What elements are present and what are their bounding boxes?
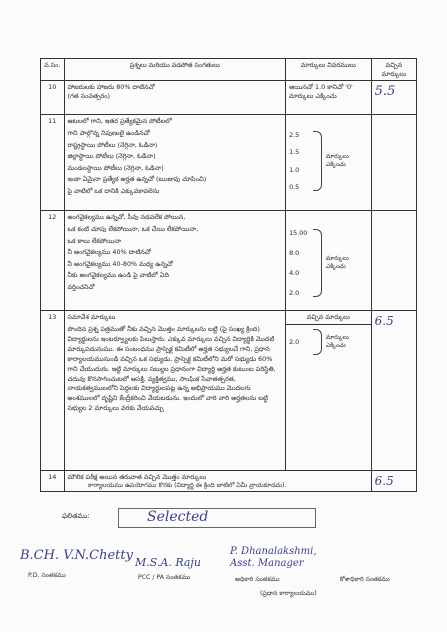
table-row: [41, 211, 417, 311]
brace: [313, 131, 321, 191]
row-line: వర్తించనిచో: [67, 283, 95, 292]
row-line: ఒక కాలు లేకపోయినా: [67, 236, 122, 245]
row-line: హాజరులకు హాజరు 80% దాటినచో: [67, 83, 155, 92]
mark-value: 2.0: [289, 337, 300, 346]
marks-label: మార్కులు ఎక్కించు: [325, 255, 349, 271]
col-marks-detail-header: మార్కులు వివరములు: [286, 59, 372, 81]
brace: [313, 229, 321, 297]
awarded-value: 5.5: [374, 84, 396, 100]
row-items: మౌలిక పరీక్ష అయిన తరువాత వచ్చిన మొత్తం మార్కులు: [64, 471, 371, 492]
awarded-value: 6.5: [374, 314, 394, 329]
row-paragraph: పొందిన ప్రశ్న పత్రముతో నీకు వచ్చిన మొత్తం మార్కులను బట్టి (పై సంఖ్య క్రింద) విద్యార్థులను ఇంటర్వ్యూలకు పిలుస్తారు. ఎక్కువ మార్కులు వచ్చిన విద్యార్థికి మొదటి మార్కుపడునుము. ఈ సంబంధము ప్రాస్పెక్ట కమిటీలో అర్హత సభ్యులచే గాని, ప్రధాన కార్యాలయమునుండి వచ్చిన ఒక సభ్యుడు, ప్రాస్పెక్ట కమిటీలోని మరో సభ్యుడు 60% గాని చేయుదురు. ఇట్టి మార్కులు సబ్యుల ప్రధానంగా విద్యార్థి అర్హత కుటుంబ పరిస్థితి, చదువు కొనసాగించుటలో ఆసక్తి, వ్యక్తిత్వము, సాంఘిక సేవాతత్పరత, నాయకత్వములలోని పెద్దలకు విద్యార్థులపట్ల ఉన్న అభిప్రాయము మొదలగు అంశములలో దృష్టిని కేంద్రీకరించి వేయబడును. ఇందులో వారి వారి అర్హతలను బట్టి సభ్యుల 2 మార్కులు వరకు వేయవచ్చు: [67, 324, 276, 413]
col-no-header: వ.సం.: [41, 59, 65, 81]
row-number: 10: [41, 81, 65, 115]
awarded-marks: [371, 211, 416, 311]
row-line: ఆటలలో గాని, ఇతర ప్రత్యేకమైన పోటీలలో: [67, 117, 172, 126]
row-marks-detail: [286, 311, 372, 471]
row-marks-detail: [286, 211, 372, 311]
signature-pcc: M.S.A. Raju: [135, 556, 201, 569]
signature-role: అధికారి సంతకము: [235, 576, 280, 583]
awarded-marks: [371, 311, 416, 471]
row-line: నీ అంగవైకల్యము 40-80% మధ్య ఉన్నచో: [67, 259, 173, 268]
result-field: [118, 508, 316, 528]
mark-value: 4.0: [289, 268, 300, 277]
row-line: నీ అంగవైకల్యము 40% దాటినచో: [67, 248, 151, 257]
row-marks-detail: అయినచో 1.0 కానిచో '0' మార్కులు ఎక్కించు: [286, 81, 372, 115]
row-marks-detail: [286, 115, 372, 211]
footer-note: (ప్రధాన కార్యాలయము): [260, 590, 317, 597]
brace: [313, 329, 321, 355]
row-line: (గత సంవత్సరం): [67, 91, 110, 100]
mark-value: 15.00: [289, 229, 308, 238]
mark-value: 2.0: [289, 288, 300, 297]
row-line: అంగవైకల్యము ఉన్నచో, సీవు నడవలేక పోయిన,: [67, 213, 186, 222]
row-line: నీకు అంగవైకల్యము ఉండి పై వాటిలో ఏది: [67, 271, 169, 280]
awarded-marks: [371, 81, 416, 115]
table-row: [41, 115, 417, 211]
signature-pd: B.CH. V.N.Chetty: [20, 548, 133, 563]
mark-value: 8.0: [289, 249, 300, 258]
awarded-marks: [371, 471, 416, 492]
table-row: [41, 311, 417, 471]
table-row: [41, 81, 417, 115]
row-line: పై వాటిలో ఒక దానికి ఎక్కువకావలెను: [67, 187, 160, 196]
row-title: సమావేశ మార్కులు: [67, 313, 116, 322]
marks-subheader: వచ్చిన మార్కులు: [286, 311, 371, 325]
office-note: కార్యాలయము ఉపయోగము కొరకు (విద్యార్థి ఈ క్రింది బాటిలో ఏమీ వ్రాయకూడదు).: [88, 482, 287, 489]
row-items: [64, 81, 286, 115]
row-number: 13: [41, 311, 65, 471]
mark-value: 0.5: [289, 182, 300, 191]
result-label: ఫలితము:: [62, 512, 90, 520]
mark-value: 1.5: [289, 148, 300, 157]
col-awarded-header: వచ్చిన మార్కులు: [371, 59, 416, 81]
row-line: ఇంకా ఏమైనా ప్రత్యేక అర్హత ఉన్నచో (ఋజువు చూపించి): [67, 175, 207, 184]
mark-value: 2.5: [289, 131, 300, 140]
row-line: మండలస్థాయి పోటీలు (నెగ్గినా, ఓడినా): [67, 163, 164, 172]
signature-role: PCC / PA సంతకము: [138, 574, 191, 581]
row-line: ఒక కంటి చూపు లేకపోయినా, ఒక చేయి లేకపోయినా,: [67, 224, 199, 233]
row-line: గాని పాల్గొన్న నిపుణులై ఉండినచో: [67, 128, 150, 137]
row-number: 14: [41, 471, 65, 492]
marks-label: మార్కులు ఎక్కించు: [325, 153, 349, 169]
row-line: రాష్ట్రస్థాయి పోటీలు (నెగ్గినా, ఓడినా): [67, 140, 158, 149]
awarded-marks: [371, 115, 416, 211]
row-line: జిల్లాస్థాయి పోటీలు (నెగ్గినా, ఓడినా): [67, 152, 156, 161]
row-items: [64, 211, 286, 311]
col-items-header: ప్రశ్నలు మరియు వడపోత సంగతులు: [64, 59, 286, 81]
row-items: [64, 311, 286, 471]
marks-label: మార్కులు ఎక్కించు: [325, 333, 349, 349]
marks-table: [40, 58, 417, 492]
result-value: Selected: [147, 509, 209, 525]
header-row: [41, 59, 417, 81]
awarded-value: 6.5: [374, 474, 394, 489]
row-number: 11: [41, 115, 65, 211]
signature-role: కోశాధికారి సంతకము: [340, 576, 390, 583]
row-items: [64, 115, 286, 211]
signature-role: P.D. సంతకము: [28, 572, 66, 579]
row-number: 12: [41, 211, 65, 311]
mark-value: 1.0: [289, 165, 300, 174]
signature-officer: P. Dhanalakshmi, Asst. Manager: [230, 546, 317, 569]
